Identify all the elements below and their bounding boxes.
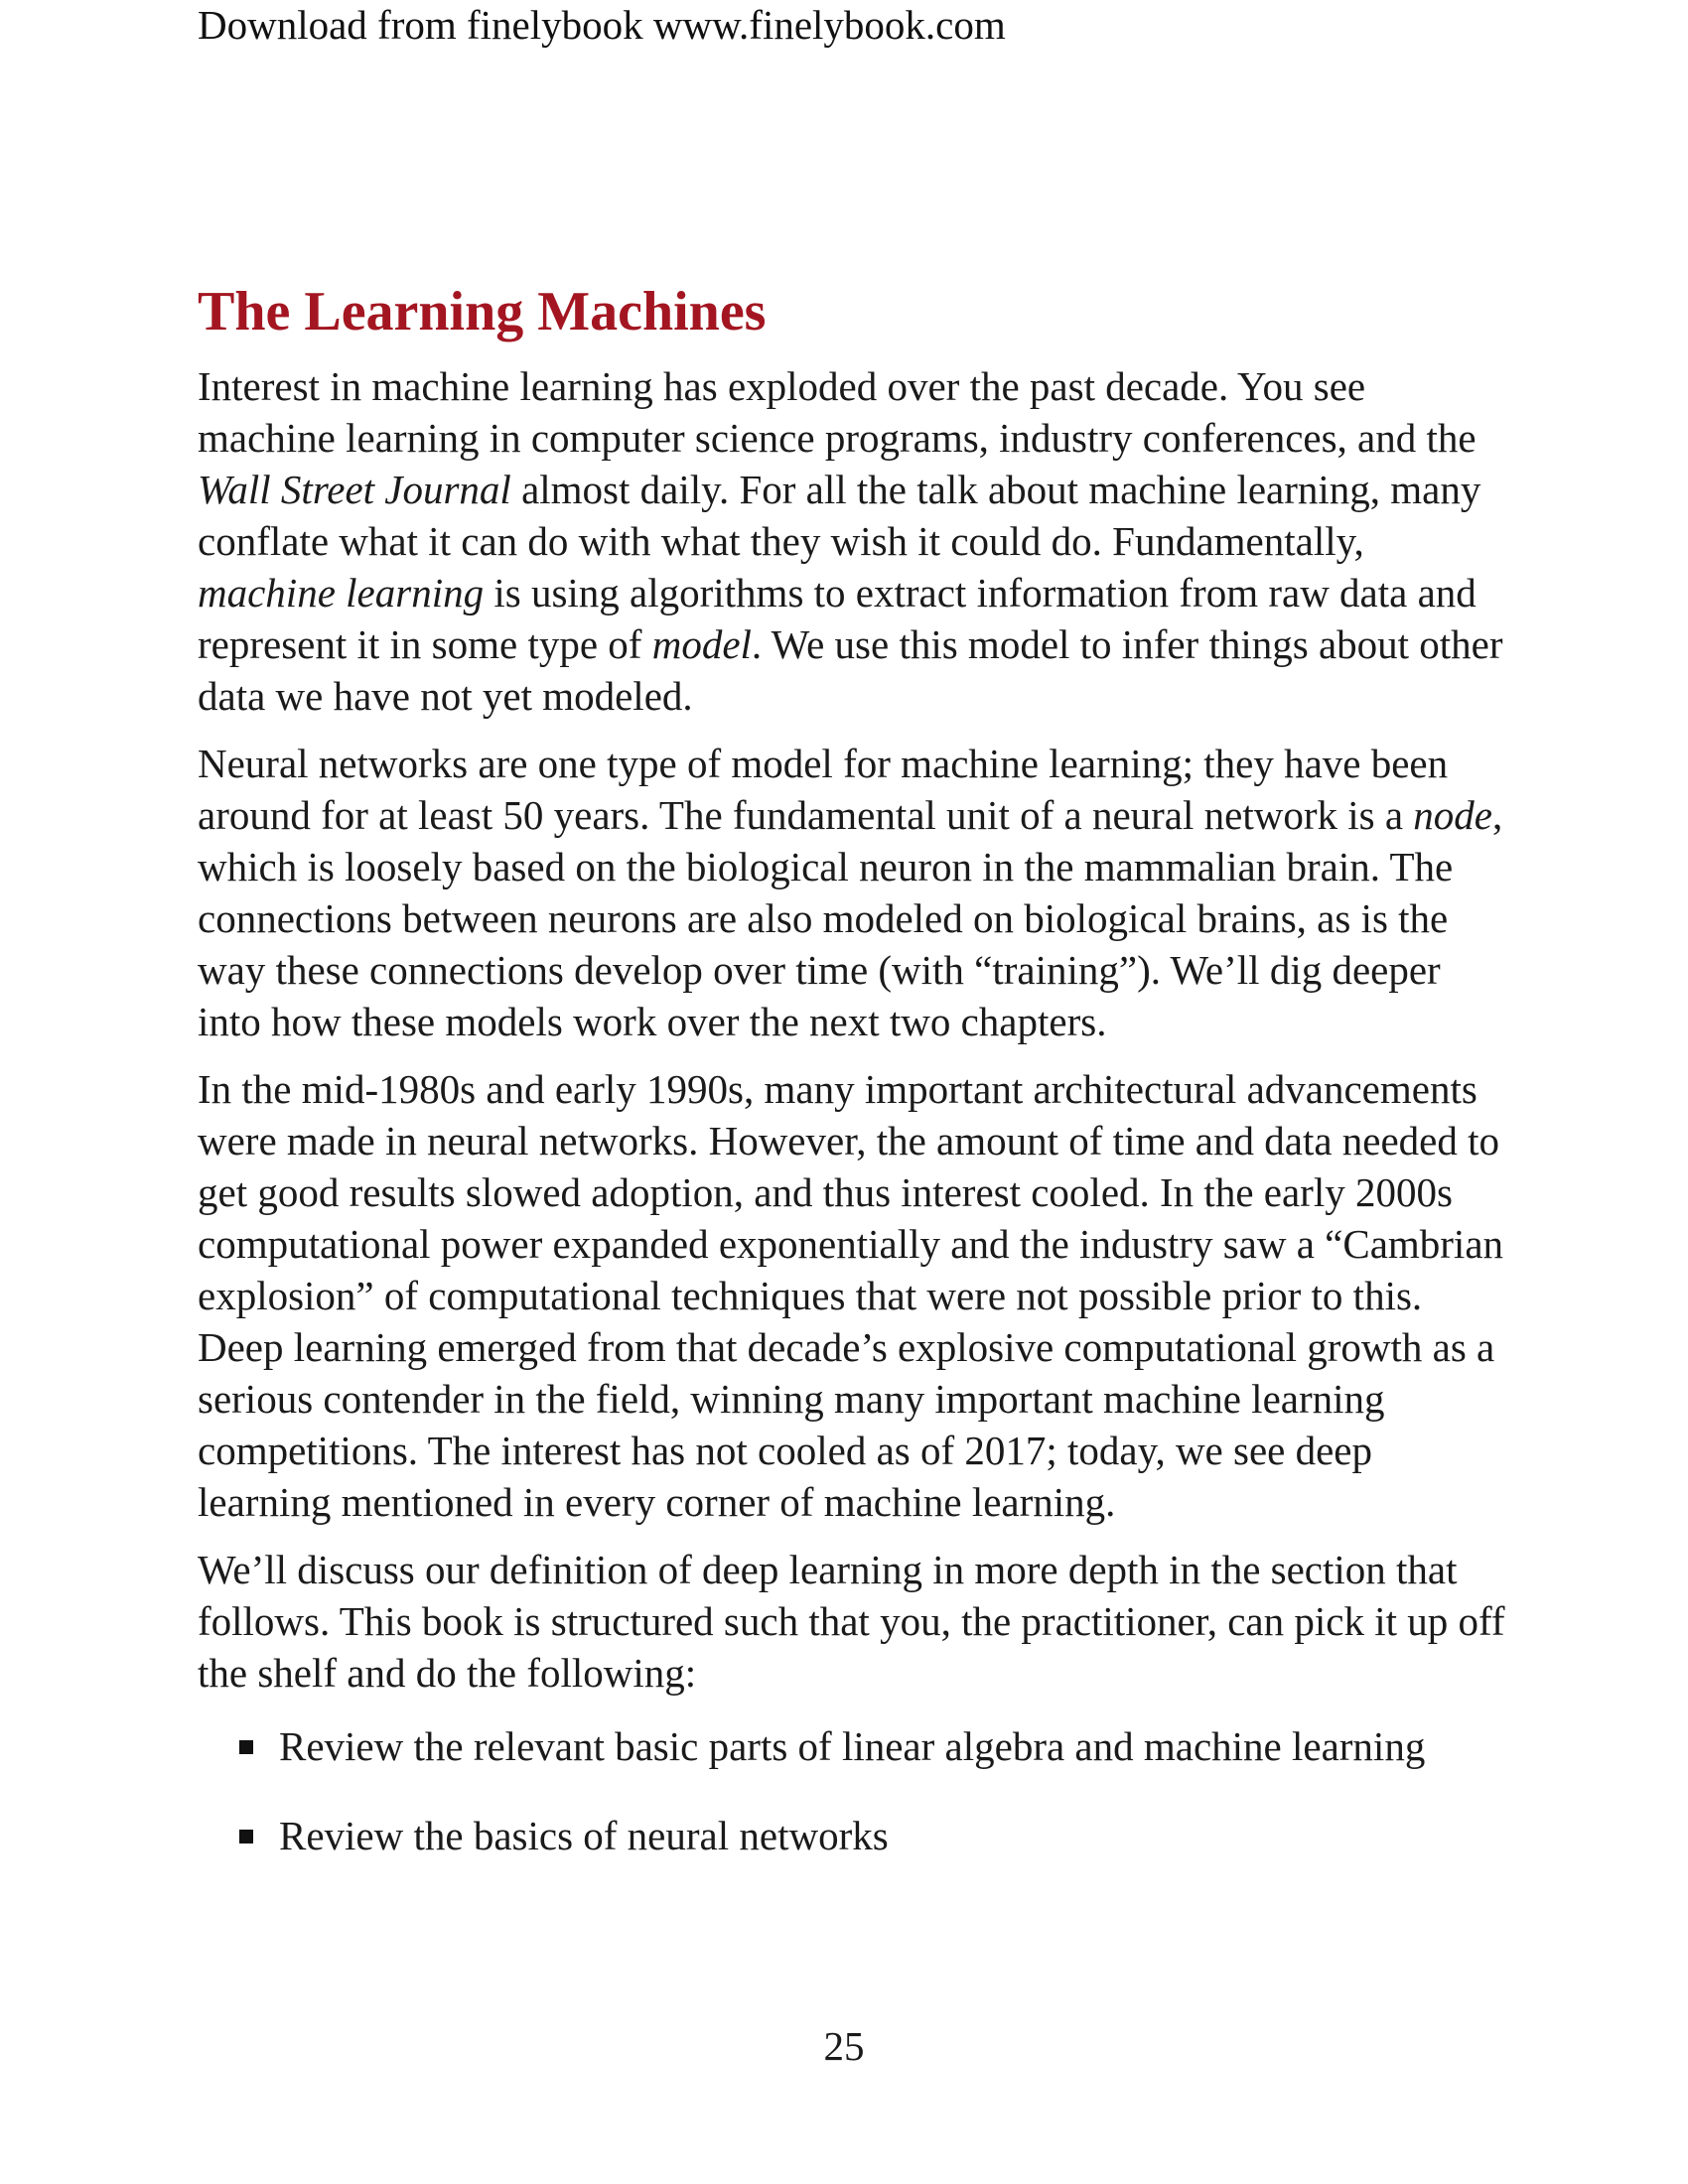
- emphasis-node: node: [1413, 792, 1492, 838]
- list-item-text: Review the relevant basic parts of linear algebra and machine learning: [279, 1723, 1426, 1769]
- paragraph-2: [198, 738, 1508, 1047]
- paragraph-1-text-c: is using algorithms to extract information from raw data and represent it in some type of: [198, 570, 1477, 667]
- list-item: [198, 1810, 1508, 1861]
- emphasis-model: model: [651, 621, 752, 667]
- page-number: 25: [823, 2023, 865, 2069]
- paragraph-1-text-a: Interest in machine learning has exploded over the past decade. You see machine learning in computer science programs, industry conferences, and the: [198, 363, 1477, 461]
- paragraph-1-text-d: . We use this model to infer things about other data we have not yet modeled.: [198, 621, 1503, 719]
- list-item-text: Review the basics of neural networks: [279, 1813, 889, 1858]
- paragraph-1-text-b: almost daily. For all the talk about machine learning, many conflate what it can do with what they wish it could do. Fundamentally,: [198, 467, 1481, 564]
- section-title: The Learning Machines: [198, 281, 767, 342]
- square-bullet-icon: [239, 1830, 253, 1843]
- emphasis-machine-learning: machine learning: [198, 570, 485, 615]
- paragraph-2-text-a: Neural networks are one type of model for machine learning; they have been around for at least 50 years. The fundamental unit of a neural network is a: [198, 741, 1449, 838]
- page-content: [198, 274, 1508, 1899]
- paragraph-4: We’ll discuss our definition of deep learning in more depth in the section that follows. This book is structured such that you, the practitioner, can pick it up off the shelf and do the following:: [198, 1547, 1505, 1696]
- square-bullet-icon: [239, 1740, 253, 1754]
- emphasis-wall-street-journal: Wall Street Journal: [198, 467, 511, 512]
- bullet-list: [198, 1720, 1508, 1861]
- list-item: [198, 1720, 1508, 1772]
- download-header: Download from finelybook www.finelybook.com: [198, 2, 1006, 48]
- paragraph-1: [198, 360, 1508, 722]
- paragraph-3: In the mid-1980s and early 1990s, many important architectural advancements were made in neural networks. However, the amount of time and data needed to get good results slowed adoption, and thus interest cooled. In the early 2000s computational power expanded exponentially and the industry saw a “Cambrian explosion” of computational techniques that were not possible prior to this. Deep learning emerged from that decade’s explosive computational growth as a serious contender in the field, winning many important machine learning competitions. The interest has not cooled as of 2017; today, we see deep learning mentioned in every corner of machine learning.: [198, 1066, 1504, 1525]
- paragraph-2-text-b: , which is loosely based on the biological neuron in the mammalian brain. The connections between neurons are also modeled on biological brains, as is the way these connections develop over time (with “training”). We’ll dig deeper into how these models work over the next two chapters.: [198, 792, 1503, 1044]
